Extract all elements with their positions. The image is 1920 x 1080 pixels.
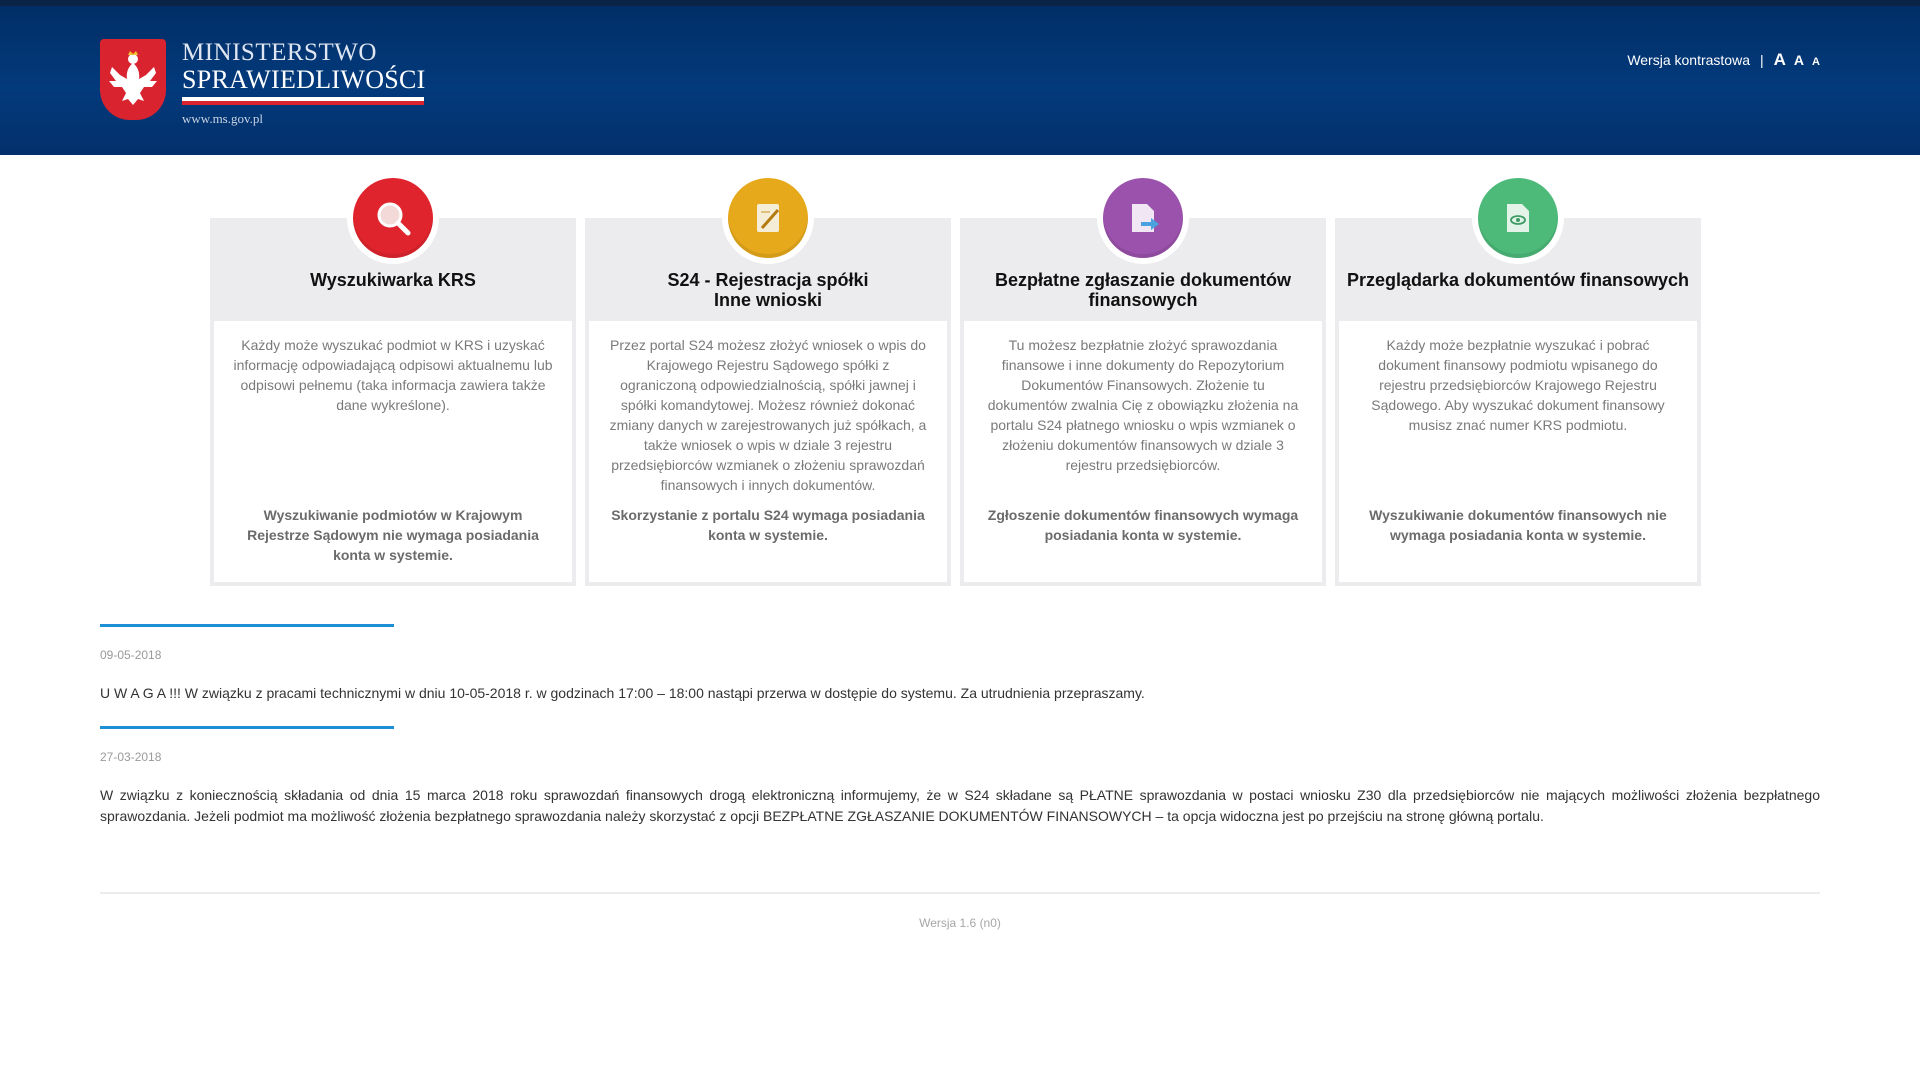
tile-body: [589, 321, 947, 582]
footer-divider: [100, 892, 1820, 894]
font-size-small-button[interactable]: A: [1812, 56, 1820, 68]
tile-title-line1: S24 - Rejestracja spółki: [667, 270, 869, 290]
page-header: [0, 0, 1920, 155]
news-text: U W A G A !!! W związku z pracami technicznymi w dniu 10-05-2018 r. w godzinach 17:00 – 18:00 nastąpi przerwa w dostępie do systemu. Za utrudnienia przepraszamy.: [100, 685, 1145, 701]
tile-title[interactable]: [960, 270, 1326, 310]
ministry-logo[interactable]: [100, 39, 440, 129]
edit-document-icon[interactable]: [728, 178, 808, 258]
font-size-large-button[interactable]: A: [1773, 50, 1786, 69]
news-item: [100, 726, 1820, 827]
logo-line1: MINISTERSTWO: [182, 39, 377, 66]
tile-description: Tu możesz bezpłatnie złożyć sprawozdania finansowe i inne dokumenty do Repozytorium Dokumentów Finansowych. Złożenie tu dokumentów zwalnia Cię z obowiązku złożenia na portalu S24 płatnego wniosku o wpis wzmianek o złożeniu dokumentów finansowych w dziale 3 rejestru przedsiębiorców.: [987, 337, 1299, 473]
tile-financial-documents-browser[interactable]: [1335, 218, 1701, 586]
contrast-version-link[interactable]: Wersja kontrastowa: [1627, 52, 1750, 68]
tile-title[interactable]: [585, 270, 951, 310]
accessibility-links: [1627, 50, 1820, 70]
font-size-medium-button[interactable]: A: [1793, 52, 1805, 68]
separator: |: [1760, 52, 1764, 68]
flag-stripe: [182, 97, 424, 105]
tile-description: Każdy może bezpłatnie wyszukać i pobrać dokument finansowy podmiotu wpisanego do rejestru przedsiębiorców Krajowego Rejestru Sądowego. Aby wyszukać dokument finansowy musisz znać numer KRS podmiotu.: [1371, 337, 1665, 433]
news-date: 27-03-2018: [100, 750, 162, 764]
news-divider: [100, 624, 394, 627]
tile-title-line1: Bezpłatne zgłaszanie dokumentów: [994, 270, 1292, 290]
tile-icon-wrap: [1097, 172, 1189, 264]
tile-description: Przez portal S24 możesz złożyć wniosek o wpis do Krajowego Rejestru Sądowego spółki z ograniczoną odpowiedzialnością, spółki jawnej i spółki komandytowej. Możesz również dokonać zmiany danych w zarejestrowanych już spółkach, a także wniosek o wpis w dziale 3 rejestru przedsiębiorców wzmianek o złożeniu sprawozdań finansowych i innych dokumentów.: [609, 337, 927, 493]
tile-body: [1339, 321, 1697, 582]
news-date: 09-05-2018: [100, 648, 162, 662]
tile-title-line2: finansowych: [1088, 290, 1198, 310]
tile-krs-search[interactable]: [210, 218, 576, 586]
tile-s24-registration[interactable]: [585, 218, 951, 586]
tile-icon-wrap: [347, 172, 439, 264]
document-send-icon[interactable]: [1103, 178, 1183, 258]
tile-description: Każdy może wyszukać podmiot w KRS i uzyskać informację odpowiadającą odpisowi aktualnemu lub odpisowi pełnemu (taka informacja zawiera także dane wykreślone).: [233, 337, 553, 413]
tile-free-financial-submission[interactable]: [960, 218, 1326, 586]
news-divider: [100, 726, 394, 729]
logo-line2: SPRAWIEDLIWOŚCI: [182, 65, 426, 94]
document-view-icon[interactable]: [1478, 178, 1558, 258]
tile-title[interactable]: Przeglądarka dokumentów finansowych: [1346, 270, 1690, 290]
tile-icon-wrap: [722, 172, 814, 264]
eagle-emblem-icon: [100, 39, 166, 120]
service-tiles: [210, 218, 1700, 586]
tile-note: Skorzystanie z portalu S24 wymaga posiadania konta w systemie.: [611, 507, 925, 543]
news-section: [100, 624, 1820, 827]
tile-title[interactable]: Wyszukiwarka KRS: [310, 270, 476, 290]
tile-title-line2: Inne wnioski: [713, 290, 823, 310]
tile-body: [214, 321, 572, 582]
tile-body: [964, 321, 1322, 582]
tile-icon-wrap: [1472, 172, 1564, 264]
search-icon[interactable]: [353, 178, 433, 258]
tile-note: Wyszukiwanie podmiotów w Krajowym Rejestrze Sądowym nie wymaga posiadania konta w systemie.: [247, 507, 539, 563]
version-label: Wersja 1.6 (n0): [919, 916, 1001, 930]
tile-note: Zgłoszenie dokumentów finansowych wymaga posiadania konta w systemie.: [987, 507, 1299, 543]
news-text: W związku z koniecznością składania od dnia 15 marca 2018 roku sprawozdań finansowych drogą elektroniczną informujemy, że w S24 składane są PŁATNE sprawozdania w postaci wniosku Z30 dla przedsiębiorców nie mających możliwości złożenia bezpłatnego sprawozdania. Jeżeli podmiot ma możliwość złożenia bezpłatnego sprawozdania należy skorzystać z opcji BEZPŁATNE ZGŁASZANIE DOKUMENTÓW FINANSOWYCH – ta opcja widoczna jest po przejściu na stronę główną portalu.: [100, 787, 1820, 824]
news-item: [100, 624, 1820, 704]
tile-note: Wyszukiwanie dokumentów finansowych nie wymaga posiadania konta w systemie.: [1369, 507, 1667, 543]
logo-url: www.ms.gov.pl: [182, 111, 264, 126]
